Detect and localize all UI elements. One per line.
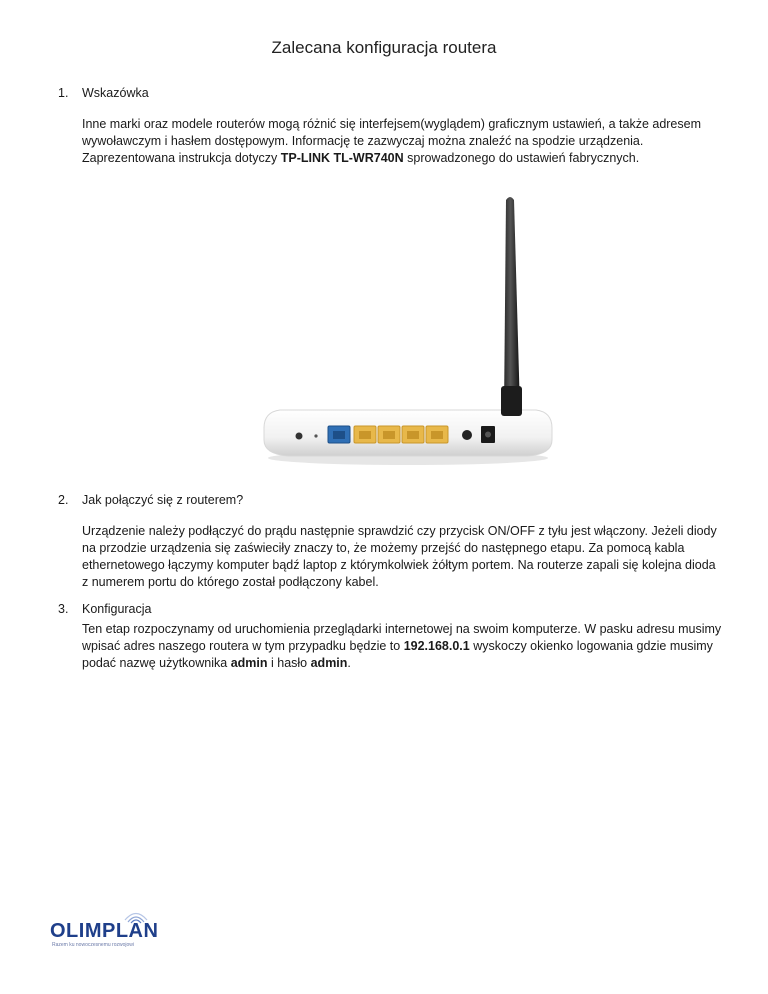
router-image xyxy=(258,190,558,470)
section-3-number: 3. xyxy=(58,602,69,616)
lan-port-4-socket xyxy=(431,431,443,439)
router-ip: 192.168.0.1 xyxy=(403,639,470,653)
section-1-title: Wskazówka xyxy=(82,86,149,100)
wan-port-socket xyxy=(333,431,345,439)
lan-port-2-socket xyxy=(383,431,395,439)
router-model: TP-LINK TL-WR740N xyxy=(280,151,404,165)
section-1-text: Inne marki oraz modele routerów mogą różnić się interfejsem(wyglądem) graficznym ustawień, a także adresem wywoławczym i hasłem dostępowym. Informację te zazwyczaj można znaleźć na spodzie urządzenia. Zaprezentowana instrukcja dotyczy xyxy=(82,117,702,165)
section-1-text-end: sprowadzonego do ustawień fabrycznych. xyxy=(403,151,640,165)
lan-port-1-socket xyxy=(359,431,371,439)
antenna-icon xyxy=(504,197,520,410)
section-3-text: Ten etap rozpoczynamy od uruchomienia przeglądarki internetowej na swoim komputerze. W pasku adresu musimy wpisać adres naszego routera w tym przypadku będzie to xyxy=(82,622,722,653)
section-1-number: 1. xyxy=(58,86,69,100)
led-icon xyxy=(314,434,317,437)
section-3-text-end: . xyxy=(347,656,351,670)
login-password: admin xyxy=(310,656,348,670)
logo-tagline: Razem ku nowoczesnemu rozwojowi xyxy=(52,942,134,948)
page-title: Zalecana konfiguracja routera xyxy=(271,38,497,57)
section-2-title: Jak połączyć się z routerem? xyxy=(82,493,244,507)
section-2-paragraph: Urządzenie należy podłączyć do prądu następnie sprawdzić czy przycisk ON/OFF z tyłu jest włączony. Jeżeli diody na przodzie urządzenia się zaświeciły znaczy to, że możemy przejść do następnego etapu. Za pomocą kabla ethernetowego łączymy komputer bądź laptop z którymkolwiek żółtym portem. Na routerze zapali się kolejna dioda z numerem portu do którego został podłączony kabel. xyxy=(82,524,717,589)
section-1-paragraph xyxy=(82,116,722,167)
section-1-heading xyxy=(58,86,149,100)
lan-port-3-socket xyxy=(407,431,419,439)
section-3-paragraph xyxy=(82,621,722,672)
section-2-number: 2. xyxy=(58,493,69,507)
power-button-icon xyxy=(462,430,472,440)
login-username: admin xyxy=(230,656,268,670)
section-3-text-3: i hasło xyxy=(267,656,311,670)
section-3-title: Konfiguracja xyxy=(82,602,152,616)
reset-button-icon xyxy=(296,433,303,440)
logo-wordmark: OLIMPLAN xyxy=(50,920,159,942)
antenna-base xyxy=(501,386,522,416)
olimplan-logo xyxy=(46,908,186,948)
section-3-heading xyxy=(58,602,152,616)
section-3-text-2: wyskoczy okienko logowania gdzie musimy podać nazwę użytkownika xyxy=(82,639,713,670)
section-2-heading xyxy=(58,493,243,507)
